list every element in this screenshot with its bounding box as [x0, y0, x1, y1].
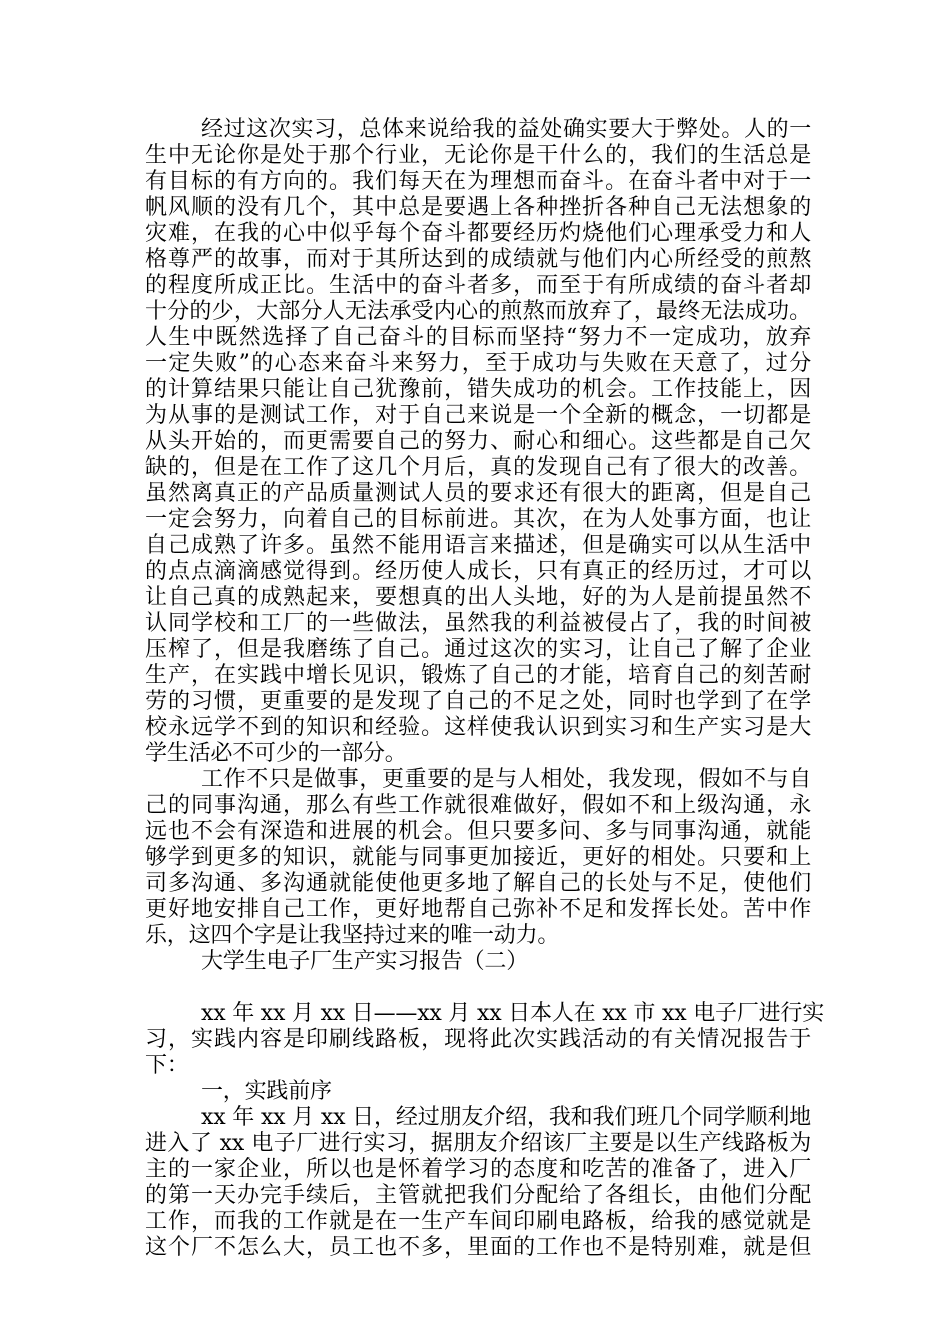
text-line: 的点点滴滴感觉得到。经历使人成长，只有真正的经历过，才可以 — [145, 559, 811, 584]
text-line: 一定失败”的心态来奋斗来努力，至于成功与失败在天意了，过分 — [145, 351, 811, 376]
text-line: 劳的习惯，更重要的是发现了自己的不足之处，同时也学到了在学 — [145, 689, 811, 714]
paragraph-1 — [145, 117, 811, 767]
text-line: xx 年 xx 月 xx 日——xx 月 xx 日本人在 xx 市 xx 电子厂进行实 — [201, 1001, 825, 1026]
text-line: 够学到更多的知识，就能与同事更加接近，更好的相处。只要和上 — [145, 845, 811, 870]
text-line: 的第一天办完手续后，主管就把我们分配给了各组长，由他们分配 — [145, 1183, 811, 1208]
text-line: 从头开始的，而更需要自己的努力、耐心和细心。这些都是自己欠 — [145, 429, 811, 454]
text-line: 让自己真的成熟起来，要想真的出人头地，好的为人是前提虽然不 — [145, 585, 811, 610]
text-line: 有目标的有方向的。我们每天在为理想而奋斗。在奋斗者中对于一 — [145, 169, 811, 194]
text-line: 更好地安排自己工作，更好地帮自己弥补不足和发挥长处。苦中作 — [145, 897, 811, 922]
document-body — [145, 117, 825, 1261]
text-line: 格尊严的故事，而对于其所达到的成绩就与他们内心所经受的煎熬 — [145, 247, 811, 272]
text-line: 一定会努力，向着自己的目标前进。其次，在为人处事方面，也让 — [145, 507, 811, 532]
text-line: 缺的，但是在工作了这几个月后，真的发现自己有了很大的改善。 — [145, 455, 811, 480]
text-line: 工作不只是做事，更重要的是与人相处，我发现，假如不与自 — [201, 767, 811, 792]
text-line: 远也不会有深造和进展的机会。但只要多问、多与同事沟通，就能 — [145, 819, 811, 844]
text-line: 十分的少，大部分人无法承受内心的煎熬而放弃了，最终无法成功。 — [145, 299, 811, 324]
text-line: 认同学校和工厂的一些做法，虽然我的利益被侵占了，我的时间被 — [145, 611, 811, 636]
text-line: 为从事的是测试工作，对于自己来说是一个全新的概念，一切都是 — [145, 403, 811, 428]
text-line: 下： — [145, 1053, 189, 1078]
section-heading: 一，实践前序 — [201, 1079, 332, 1104]
paragraph-2 — [145, 767, 811, 949]
report-title: 大学生电子厂生产实习报告（二） — [201, 949, 529, 974]
blank-line — [145, 975, 811, 1001]
text-line: 司多沟通、多沟通就能使他更多地了解自己的长处与不足，使他们 — [145, 871, 811, 896]
text-line: 经过这次实习，总体来说给我的益处确实要大于弊处。人的一 — [201, 117, 811, 142]
text-line: 人生中既然选择了自己奋斗的目标而坚持“努力不一定成功，放弃 — [145, 325, 811, 350]
text-line: 校永远学不到的知识和经验。这样使我认识到实习和生产实习是大 — [145, 715, 811, 740]
text-line: 生中无论你是处于那个行业，无论你是干什么的，我们的生活总是 — [145, 143, 811, 168]
text-line: 进入了 xx 电子厂进行实习，据朋友介绍该厂主要是以生产线路板为 — [145, 1131, 811, 1156]
text-line: 灾难，在我的心中似乎每个奋斗都要经历灼烧他们心理承受力和人 — [145, 221, 811, 246]
text-line: 学生活必不可少的一部分。 — [145, 741, 407, 766]
text-line: 生产，在实践中增长见识，锻炼了自己的才能，培育自己的刻苦耐 — [145, 663, 811, 688]
text-line: 的程度所成正比。生活中的奋斗者多，而至于有所成绩的奋斗者却 — [145, 273, 811, 298]
paragraph-4 — [145, 1105, 811, 1261]
text-line: 工作，而我的工作就是在一生产车间印刷电路板，给我的感觉就是 — [145, 1209, 811, 1234]
text-line: 主的一家企业，所以也是怀着学习的态度和吃苦的准备了，进入厂 — [145, 1157, 811, 1182]
text-line: 虽然离真正的产品质量测试人员的要求还有很大的距离，但是自己 — [145, 481, 811, 506]
text-line: 这个厂不怎么大，员工也不多，里面的工作也不是特别难，就是但 — [145, 1235, 811, 1260]
text-line: 乐，这四个字是让我坚持过来的唯一动力。 — [145, 923, 560, 948]
text-line: 的计算结果只能让自己犹豫前，错失成功的机会。工作技能上，因 — [145, 377, 811, 402]
text-line: xx 年 xx 月 xx 日，经过朋友介绍，我和我们班几个同学顺利地 — [201, 1105, 811, 1130]
text-line: 习，实践内容是印刷线路板，现将此次实践活动的有关情况报告于 — [145, 1027, 811, 1052]
paragraph-3 — [145, 1001, 825, 1079]
text-line: 压榨了，但是我磨练了自己。通过这次的实习，让自己了解了企业 — [145, 637, 811, 662]
text-line: 帆风顺的没有几个，其中总是要遇上各种挫折各种自己无法想象的 — [145, 195, 811, 220]
text-line: 自己成熟了许多。虽然不能用语言来描述，但是确实可以从生活中 — [145, 533, 811, 558]
text-line: 己的同事沟通，那么有些工作就很难做好，假如不和上级沟通，永 — [145, 793, 811, 818]
